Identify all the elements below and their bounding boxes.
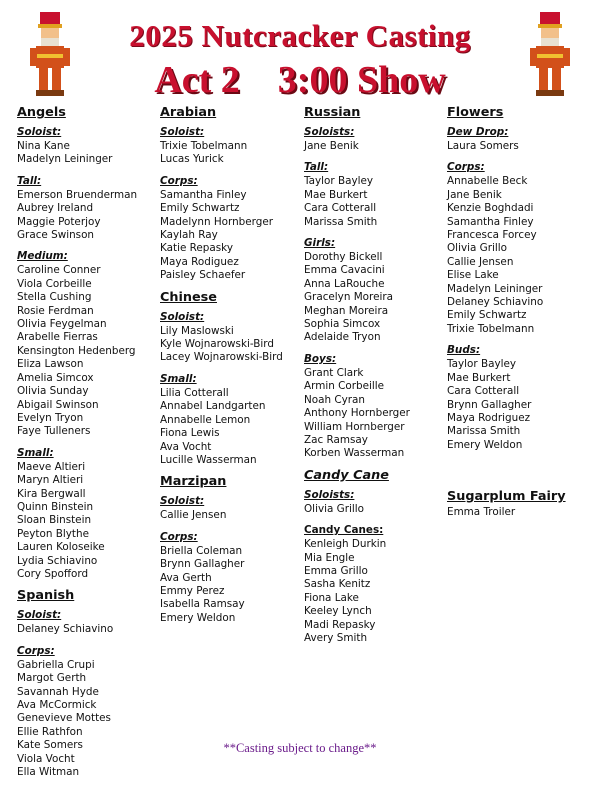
role-group bbox=[304, 488, 444, 516]
dancer-name: Genevieve Mottes bbox=[17, 712, 111, 725]
role-label: Tall: bbox=[17, 174, 42, 187]
section-title: Sugarplum Fairy bbox=[447, 489, 566, 505]
dancer-name: Marissa Smith bbox=[304, 215, 378, 228]
role-label: Corps: bbox=[160, 530, 198, 543]
dancer-name: Madi Repasky bbox=[304, 618, 376, 631]
role-group bbox=[160, 372, 300, 467]
dancer-name: Taylor Bayley bbox=[304, 175, 374, 188]
dancer-name: Ava Gerth bbox=[160, 571, 212, 584]
dancer-name: William Hornberger bbox=[304, 420, 405, 433]
dancer-name: Rosie Ferdman bbox=[17, 304, 94, 317]
dancer-name: Olivia Sunday bbox=[17, 385, 89, 398]
role-group bbox=[17, 125, 157, 167]
dancer-name: Emery Weldon bbox=[447, 438, 523, 451]
role-group bbox=[447, 160, 587, 336]
dancer-name: Sophia Simcox bbox=[304, 318, 381, 331]
dancer-name: Emerson Bruenderman bbox=[17, 188, 138, 201]
dancer-name: Arabelle Fierras bbox=[17, 331, 98, 344]
dancer-name: Kate Somers bbox=[17, 739, 83, 752]
cast-section bbox=[447, 488, 587, 519]
footer-note: **Casting subject to change** bbox=[223, 741, 377, 755]
dancer-name: Jane Benik bbox=[447, 188, 502, 201]
dancer-name: Mae Burkert bbox=[447, 371, 511, 384]
dancer-name: Madelyn Leininger bbox=[17, 153, 113, 166]
dancer-name: Fiona Lake bbox=[304, 591, 359, 604]
role-label: Tall: bbox=[304, 161, 329, 174]
role-group bbox=[447, 125, 587, 153]
dancer-name: Lily Maslowski bbox=[160, 324, 234, 337]
dancer-name: Savannah Hyde bbox=[17, 685, 99, 698]
role-group bbox=[304, 352, 444, 461]
dancer-name: Olivia Feygelman bbox=[17, 318, 107, 331]
dancer-name: Keeley Lynch bbox=[304, 605, 372, 618]
dancer-name: Kaylah Ray bbox=[160, 229, 218, 242]
dancer-name: Aubrey Ireland bbox=[17, 202, 94, 215]
dancer-name: Margot Gerth bbox=[17, 672, 87, 685]
dancer-name: Kensington Hedenberg bbox=[17, 344, 136, 357]
dancer-name: Eliza Lawson bbox=[17, 358, 84, 371]
role-label: Soloist: bbox=[160, 495, 205, 508]
role-group bbox=[304, 125, 444, 153]
dancer-name: Katie Repasky bbox=[160, 242, 233, 255]
dancer-name: Samantha Finley bbox=[447, 215, 534, 228]
dancer-name: Madelyn Leininger bbox=[447, 282, 543, 295]
dancer-name: Korben Wasserman bbox=[304, 447, 405, 460]
role-group bbox=[304, 236, 444, 345]
dancer-name: Maeve Altieri bbox=[17, 460, 86, 473]
role-group bbox=[447, 506, 587, 519]
cast-section bbox=[304, 104, 444, 461]
dancer-name: Kenzie Boghdadi bbox=[447, 202, 534, 215]
section-title: Candy Cane bbox=[304, 467, 389, 483]
dancer-name: Isabella Ramsay bbox=[160, 598, 245, 611]
role-label: Dew Drop: bbox=[447, 126, 509, 138]
dancer-name: Madelynn Hornberger bbox=[160, 215, 274, 228]
dancer-name: Emily Schwartz bbox=[160, 202, 240, 215]
dancer-name: Annabel Landgarten bbox=[160, 400, 266, 413]
role-group bbox=[304, 523, 444, 645]
dancer-name: Ellie Rathfon bbox=[17, 725, 83, 738]
dancer-name: Adelaide Tryon bbox=[304, 331, 381, 344]
dancer-name: Ella Witman bbox=[17, 766, 80, 779]
dancer-name: Maya Rodriguez bbox=[447, 411, 531, 424]
act-label: Act 2 bbox=[154, 59, 240, 101]
dancer-name: Emily Schwartz bbox=[447, 309, 527, 322]
dancer-name: Emma Grillo bbox=[304, 564, 368, 577]
dancer-name: Lucas Yurick bbox=[160, 153, 224, 166]
dancer-name: Mia Engle bbox=[304, 551, 355, 564]
role-label: Medium: bbox=[17, 250, 68, 263]
dancer-name: Meghan Moreira bbox=[304, 304, 389, 317]
dancer-name: Lilia Cotterall bbox=[160, 386, 229, 399]
dancer-name: Grace Swinson bbox=[17, 229, 95, 242]
dancer-name: Lucille Wasserman bbox=[160, 453, 257, 466]
dancer-name: Cara Cotterall bbox=[304, 202, 377, 215]
dancer-name: Lydia Schiavino bbox=[17, 554, 98, 567]
dancer-name: Avery Smith bbox=[304, 631, 368, 644]
cast-section bbox=[447, 104, 587, 452]
role-group bbox=[160, 125, 300, 167]
role-group bbox=[160, 494, 300, 522]
dancer-name: Viola Corbeille bbox=[17, 277, 92, 290]
dancer-name: Stella Cushing bbox=[17, 291, 92, 304]
dancer-name: Peyton Blythe bbox=[17, 527, 89, 540]
dancer-name: Faye Tulleners bbox=[17, 425, 91, 438]
cast-section bbox=[160, 104, 300, 283]
dancer-name: Nina Kane bbox=[17, 140, 70, 152]
dancer-name: Amelia Simcox bbox=[17, 371, 94, 384]
cast-column-4 bbox=[447, 104, 587, 526]
role-label: Small: bbox=[17, 446, 54, 459]
section-title: Marzipan bbox=[160, 474, 227, 490]
dancer-name: Dorothy Bickell bbox=[304, 251, 383, 264]
dancer-name: Sloan Binstein bbox=[17, 514, 92, 527]
dancer-name: Caroline Conner bbox=[17, 264, 101, 277]
dancer-name: Kira Bergwall bbox=[17, 487, 86, 500]
page-subtitle bbox=[0, 58, 600, 102]
dancer-name: Olivia Grillo bbox=[304, 502, 364, 515]
dancer-name: Marissa Smith bbox=[447, 425, 521, 438]
section-title: Russian bbox=[304, 105, 361, 120]
role-group bbox=[447, 343, 587, 452]
dancer-name: Sasha Kenitz bbox=[304, 578, 371, 591]
dancer-name: Lacey Wojnarowski-Bird bbox=[160, 351, 283, 364]
role-group bbox=[17, 174, 157, 243]
dancer-name: Trixie Tobelmann bbox=[160, 140, 248, 152]
dancer-name: Abigail Swinson bbox=[17, 398, 99, 411]
dancer-name: Emery Weldon bbox=[160, 611, 236, 624]
show-time: 3:00 Show bbox=[277, 59, 446, 101]
dancer-name: Jane Benik bbox=[304, 140, 359, 152]
role-group bbox=[160, 310, 300, 365]
role-label: Soloist: bbox=[17, 609, 62, 622]
role-label: Girls: bbox=[304, 237, 336, 250]
dancer-name: Kenleigh Durkin bbox=[304, 538, 387, 551]
section-title: Flowers bbox=[447, 105, 504, 120]
dancer-name: Callie Jensen bbox=[160, 509, 227, 522]
dancer-name: Fiona Lewis bbox=[160, 427, 220, 440]
dancer-name: Paisley Schaefer bbox=[160, 269, 246, 282]
dancer-name: Annabelle Beck bbox=[447, 175, 528, 188]
dancer-name: Evelyn Tryon bbox=[17, 411, 84, 424]
dancer-name: Cara Cotterall bbox=[447, 385, 520, 398]
role-label: Soloist: bbox=[17, 126, 62, 138]
role-group bbox=[17, 446, 157, 582]
role-label: Soloist: bbox=[160, 126, 205, 138]
dancer-name: Armin Corbeille bbox=[304, 380, 385, 393]
dancer-name: Briella Coleman bbox=[160, 544, 243, 557]
dancer-name: Francesca Forcey bbox=[447, 229, 537, 242]
role-group bbox=[17, 608, 157, 636]
dancer-name: Viola Vocht bbox=[17, 752, 75, 765]
dancer-name: Grant Clark bbox=[304, 366, 364, 379]
dancer-name: Samantha Finley bbox=[160, 188, 247, 201]
dancer-name: Brynn Gallagher bbox=[160, 558, 245, 571]
dancer-name: Noah Cyran bbox=[304, 393, 366, 406]
dancer-name: Kyle Wojnarowski-Bird bbox=[160, 338, 274, 351]
role-group bbox=[17, 249, 157, 438]
cast-column-2 bbox=[160, 104, 300, 631]
section-title: Arabian bbox=[160, 105, 217, 120]
role-group bbox=[160, 174, 300, 283]
dancer-name: Trixie Tobelmann bbox=[447, 322, 535, 335]
dancer-name: Quinn Binstein bbox=[17, 500, 94, 513]
dancer-name: Elise Lake bbox=[447, 269, 499, 282]
role-label: Boys: bbox=[304, 352, 337, 365]
dancer-name: Gabriella Crupi bbox=[17, 658, 95, 671]
dancer-name: Ava Vocht bbox=[160, 440, 212, 453]
role-label: Soloist: bbox=[160, 310, 205, 323]
dancer-name: Brynn Gallagher bbox=[447, 398, 532, 411]
dancer-name: Anna LaRouche bbox=[304, 277, 385, 290]
dancer-name: Maggie Poterjoy bbox=[17, 215, 101, 228]
dancer-name: Delaney Schiavino bbox=[17, 623, 114, 636]
section-title: Spanish bbox=[17, 588, 75, 604]
role-label: Soloists: bbox=[304, 488, 355, 501]
dancer-name: Maryn Altieri bbox=[17, 474, 84, 487]
role-label: Small: bbox=[160, 372, 197, 385]
dancer-name: Mae Burkert bbox=[304, 188, 368, 201]
dancer-name: Lauren Koloseike bbox=[17, 541, 105, 554]
dancer-name: Annabelle Lemon bbox=[160, 413, 251, 426]
section-title: Angels bbox=[17, 105, 66, 120]
dancer-name: Laura Somers bbox=[447, 140, 519, 152]
role-group bbox=[304, 160, 444, 229]
role-label: Corps: bbox=[160, 174, 198, 187]
role-label: Corps: bbox=[17, 644, 55, 657]
dancer-name: Taylor Bayley bbox=[447, 358, 517, 371]
cast-section bbox=[17, 104, 157, 581]
role-label: Soloists: bbox=[304, 126, 355, 138]
section-title: Chinese bbox=[160, 289, 217, 305]
dancer-name: Emma Troiler bbox=[447, 506, 516, 519]
cast-column-1 bbox=[17, 104, 157, 785]
role-label: Candy Canes: bbox=[304, 524, 384, 537]
dancer-name: Cory Spofford bbox=[17, 567, 89, 580]
dancer-name: Olivia Grillo bbox=[447, 242, 507, 255]
dancer-name: Delaney Schiavino bbox=[447, 296, 544, 309]
dancer-name: Emma Cavacini bbox=[304, 264, 385, 277]
page-title: 2025 Nutcracker Casting bbox=[129, 18, 471, 53]
dancer-name: Zac Ramsay bbox=[304, 433, 368, 446]
cast-section bbox=[160, 289, 300, 468]
dancer-name: Maya Rodiguez bbox=[160, 255, 239, 268]
dancer-name: Callie Jensen bbox=[447, 255, 514, 268]
role-label: Buds: bbox=[447, 344, 481, 357]
role-group bbox=[160, 530, 300, 625]
dancer-name: Gracelyn Moreira bbox=[304, 291, 394, 304]
role-label: Corps: bbox=[447, 161, 485, 174]
role-group bbox=[17, 644, 157, 780]
dancer-name: Ava McCormick bbox=[17, 699, 97, 711]
cast-section bbox=[304, 467, 444, 646]
dancer-name: Emmy Perez bbox=[160, 584, 225, 597]
cast-section bbox=[160, 473, 300, 625]
dancer-name: Anthony Hornberger bbox=[304, 407, 410, 420]
cast-column-3 bbox=[304, 104, 444, 651]
